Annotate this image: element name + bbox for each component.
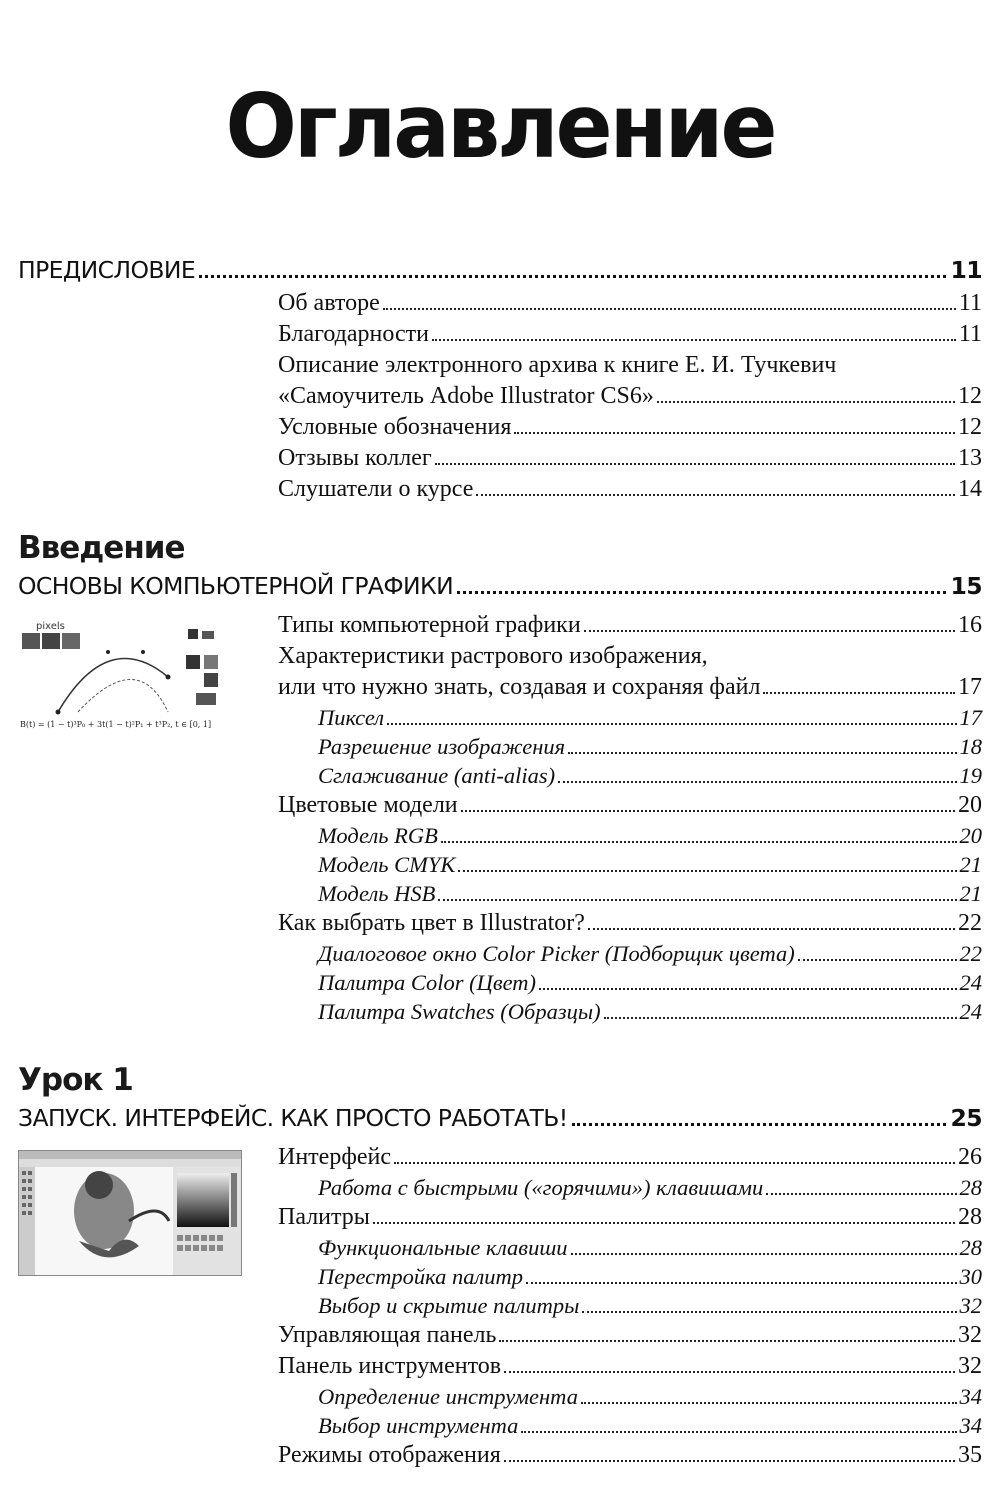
part-page-number: 15 bbox=[950, 572, 982, 600]
entry-page: 26 bbox=[958, 1144, 982, 1170]
toc-entry[interactable] bbox=[278, 641, 982, 672]
toc-entry[interactable] bbox=[278, 610, 982, 641]
entry-page: 28 bbox=[959, 1235, 982, 1260]
entry-page: 22 bbox=[959, 941, 982, 966]
entry-title: Палитра Color (Цвет) bbox=[318, 970, 537, 995]
entry-title: Разрешение изображения bbox=[318, 734, 566, 759]
toc-entry[interactable] bbox=[278, 1142, 982, 1173]
entry-page: 12 bbox=[958, 414, 982, 440]
entry-title: Благодарности bbox=[278, 321, 429, 347]
entry-title: Палитра Swatches (Образцы) bbox=[318, 999, 601, 1024]
entry-title: Палитры bbox=[278, 1204, 370, 1230]
part-page-number: 11 bbox=[950, 256, 982, 284]
leader-dots bbox=[476, 494, 955, 496]
part-heading-text: ПРЕДИСЛОВИЕ bbox=[18, 256, 196, 284]
leader-dots bbox=[438, 899, 956, 901]
entry-title: Отзывы коллег bbox=[278, 445, 432, 471]
entry-title: Слушатели о курсе bbox=[278, 476, 474, 502]
toc-subentry[interactable] bbox=[278, 1411, 982, 1440]
part-label: Урок 1 bbox=[18, 1062, 133, 1098]
entry-title: Модель HSB bbox=[318, 881, 436, 906]
leader-dots bbox=[432, 339, 956, 341]
entry-page: 34 bbox=[959, 1413, 982, 1438]
entry-title: Работа с быстрыми («горячими») клавишами bbox=[318, 1175, 764, 1200]
toc-entry[interactable] bbox=[278, 443, 982, 474]
entry-title: Интерфейс bbox=[278, 1144, 392, 1170]
leader-dots bbox=[514, 432, 955, 434]
toc-entry[interactable] bbox=[278, 790, 982, 821]
entry-page: 35 bbox=[958, 1442, 982, 1468]
thumb-formula: B(t) = (1 − t)³P₀ + 3t(1 − t)²P₁ + t³P₂, t ∈ [0, 1] bbox=[20, 720, 212, 729]
leader-dots bbox=[383, 308, 956, 310]
lesson1-thumbnail-image bbox=[18, 1150, 242, 1276]
entry-page: 24 bbox=[959, 999, 982, 1024]
leader-dots bbox=[572, 1123, 947, 1126]
leader-dots bbox=[581, 1402, 957, 1404]
toc-entries-intro bbox=[278, 610, 982, 1026]
entry-title: Модель CMYK bbox=[318, 852, 456, 877]
toc-entries-lesson-1 bbox=[278, 1142, 982, 1471]
leader-dots bbox=[571, 1253, 957, 1255]
leader-dots bbox=[435, 463, 955, 465]
intro-thumbnail-image bbox=[18, 617, 228, 732]
leader-dots bbox=[394, 1162, 955, 1164]
entry-title: Об авторе bbox=[278, 290, 380, 316]
toc-part-intro bbox=[18, 528, 982, 604]
entry-title: Определение инструмента bbox=[318, 1384, 578, 1409]
leader-dots bbox=[766, 1193, 956, 1195]
toc-entry[interactable] bbox=[278, 474, 982, 505]
entry-page: 34 bbox=[959, 1384, 982, 1409]
leader-dots bbox=[458, 870, 956, 872]
toc-entry[interactable] bbox=[278, 1440, 982, 1471]
leader-dots bbox=[558, 781, 956, 783]
part-page-number: 25 bbox=[950, 1104, 982, 1132]
entry-title: Перестройка палитр bbox=[318, 1264, 524, 1289]
leader-dots bbox=[539, 988, 956, 990]
toc-entry[interactable] bbox=[278, 1351, 982, 1382]
toc-entry[interactable] bbox=[278, 672, 982, 703]
toc-subentry[interactable] bbox=[278, 1382, 982, 1411]
entry-page: 21 bbox=[959, 852, 982, 877]
toc-entry[interactable] bbox=[278, 350, 982, 381]
leader-dots bbox=[521, 1431, 956, 1433]
leader-dots bbox=[568, 752, 956, 754]
leader-dots bbox=[526, 1282, 956, 1284]
entry-title: Описание электронного архива к книге Е. И. Тучкевич bbox=[278, 352, 837, 378]
toc-entry[interactable] bbox=[278, 412, 982, 443]
entry-title: Цветовые модели bbox=[278, 792, 458, 818]
part-heading-text: ЗАПУСК. ИНТЕРФЕЙС. КАК ПРОСТО РАБОТАТЬ! bbox=[18, 1104, 568, 1132]
leader-dots bbox=[763, 692, 955, 694]
toc-subentry[interactable] bbox=[278, 761, 982, 790]
entry-page: 30 bbox=[959, 1264, 982, 1289]
leader-dots bbox=[199, 275, 946, 278]
entry-page: 12 bbox=[958, 383, 982, 409]
entry-page: 32 bbox=[958, 1322, 982, 1348]
leader-dots bbox=[588, 928, 955, 930]
entry-title: Модель RGB bbox=[318, 823, 438, 848]
entry-page: 21 bbox=[959, 881, 982, 906]
entry-page: 32 bbox=[959, 1293, 982, 1318]
toc-entry[interactable] bbox=[278, 908, 982, 939]
toc-part-lesson-1 bbox=[18, 1060, 982, 1136]
entry-title: Условные обозначения bbox=[278, 414, 512, 440]
entry-title: «Самоучитель Adobe Illustrator CS6» bbox=[278, 383, 654, 409]
entry-page: 11 bbox=[958, 290, 982, 316]
entry-page: 28 bbox=[959, 1175, 982, 1200]
entry-page: 11 bbox=[958, 321, 982, 347]
entry-title: или что нужно знать, создавая и сохраняя файл bbox=[278, 674, 761, 700]
toc-entry[interactable] bbox=[278, 1320, 982, 1351]
toc-entry[interactable] bbox=[278, 381, 982, 412]
entry-title: Характеристики растрового изображения, bbox=[278, 643, 708, 669]
toc-subentry[interactable] bbox=[278, 1233, 982, 1262]
leader-dots bbox=[582, 1311, 956, 1313]
entry-page: 13 bbox=[958, 445, 982, 471]
toc-subentry[interactable] bbox=[278, 968, 982, 997]
part-heading[interactable] bbox=[18, 568, 982, 604]
toc-part-preface bbox=[18, 252, 982, 288]
entry-title: Выбор и скрытие палитры bbox=[318, 1293, 580, 1318]
toc-subentry[interactable] bbox=[278, 732, 982, 761]
toc-entry[interactable] bbox=[278, 288, 982, 319]
toc-subentry[interactable] bbox=[278, 997, 982, 1026]
entry-title: Панель инструментов bbox=[278, 1353, 502, 1379]
leader-dots bbox=[504, 1460, 955, 1462]
entry-page: 32 bbox=[958, 1353, 982, 1379]
leader-dots bbox=[798, 959, 957, 961]
part-heading[interactable] bbox=[18, 252, 982, 288]
leader-dots bbox=[457, 591, 946, 594]
entry-page: 24 bbox=[959, 970, 982, 995]
entry-title: Типы компьютерной графики bbox=[278, 612, 581, 638]
toc-entry[interactable] bbox=[278, 319, 982, 350]
entry-page: 28 bbox=[958, 1204, 982, 1230]
part-heading[interactable] bbox=[18, 1100, 982, 1136]
entry-title: Пиксел bbox=[318, 705, 385, 730]
leader-dots bbox=[441, 841, 957, 843]
leader-dots bbox=[657, 401, 955, 403]
leader-dots bbox=[604, 1017, 957, 1019]
thumb-caption-pixels: pixels bbox=[36, 621, 65, 632]
entry-page: 19 bbox=[959, 763, 982, 788]
entry-page: 17 bbox=[959, 705, 982, 730]
leader-dots bbox=[461, 810, 955, 812]
toc-subentry[interactable] bbox=[278, 879, 982, 908]
part-label: Введение bbox=[18, 530, 185, 566]
entry-page: 18 bbox=[959, 734, 982, 759]
toc-subentry[interactable] bbox=[278, 939, 982, 968]
toc-subentry[interactable] bbox=[278, 1262, 982, 1291]
leader-dots bbox=[584, 630, 955, 632]
leader-dots bbox=[504, 1371, 955, 1373]
entry-page: 16 bbox=[958, 612, 982, 638]
entry-page: 20 bbox=[958, 792, 982, 818]
toc-subentry[interactable] bbox=[278, 1173, 982, 1202]
toc-entries-preface bbox=[278, 288, 982, 505]
page-title: Оглавление bbox=[225, 75, 775, 179]
toc-subentry[interactable] bbox=[278, 850, 982, 879]
entry-page: 14 bbox=[958, 476, 982, 502]
toc-entry[interactable] bbox=[278, 1202, 982, 1233]
toc-subentry[interactable] bbox=[278, 821, 982, 850]
entry-title: Сглаживание (anti-alias) bbox=[318, 763, 556, 788]
entry-page: 20 bbox=[959, 823, 982, 848]
entry-title: Диалоговое окно Color Picker (Подборщик цвета) bbox=[318, 941, 795, 966]
entry-title: Управляющая панель bbox=[278, 1322, 497, 1348]
entry-title: Функциональные клавиши bbox=[318, 1235, 568, 1260]
part-heading-text: ОСНОВЫ КОМПЬЮТЕРНОЙ ГРАФИКИ bbox=[18, 572, 454, 600]
entry-title: Выбор инструмента bbox=[318, 1413, 519, 1438]
leader-dots bbox=[373, 1222, 955, 1224]
toc-subentry[interactable] bbox=[278, 703, 982, 732]
toc-subentry[interactable] bbox=[278, 1291, 982, 1320]
entry-page: 22 bbox=[958, 910, 982, 936]
entry-title: Как выбрать цвет в Illustrator? bbox=[278, 910, 585, 936]
entry-title: Режимы отображения bbox=[278, 1442, 501, 1468]
entry-page: 17 bbox=[958, 674, 982, 700]
leader-dots bbox=[499, 1340, 955, 1342]
leader-dots bbox=[387, 723, 956, 725]
